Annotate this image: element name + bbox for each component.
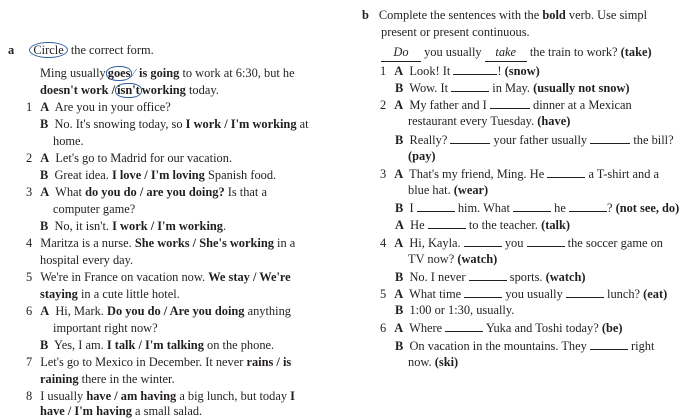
section-b-letter: b bbox=[362, 8, 369, 22]
answer-blank[interactable] bbox=[590, 131, 630, 144]
a-item-2-line1: 2 A Let's go to Madrid for our vacation. bbox=[26, 151, 233, 165]
b-item-3-line1: 3 A That's my friend, Ming. He a T-shirt and a bbox=[380, 167, 659, 181]
answer-blank[interactable] bbox=[590, 337, 628, 350]
answer-blank[interactable] bbox=[469, 268, 507, 281]
section-a-header bbox=[8, 42, 154, 59]
section-b-header-line1: b Complete the sentences with the bold verb. Use simpl bbox=[362, 8, 648, 22]
b-item-1-line2: B Wow. It in May. (usually not snow) bbox=[395, 81, 630, 95]
b-item-2-line1: 2 A My father and I dinner at a Mexican bbox=[380, 98, 632, 112]
answer-blank[interactable] bbox=[513, 199, 551, 212]
a-item-6-line2: important right now? bbox=[53, 321, 158, 335]
circle-instruction-word: Circle bbox=[29, 42, 67, 58]
answer-blank[interactable] bbox=[428, 216, 466, 229]
section-a-letter: a bbox=[8, 43, 15, 57]
example-answer-1: Do bbox=[381, 44, 421, 62]
b-item-2-line4: (pay) bbox=[408, 149, 436, 163]
a-item-2-line2: B Great idea. I love / I'm loving Spanish food. bbox=[40, 168, 277, 182]
b-item-5-line1: 5 A What time you usually lunch? (eat) bbox=[380, 287, 668, 301]
a-item-1-line3: home. bbox=[53, 134, 84, 148]
b-item-2-line3: B Really? your father usually the bill? bbox=[395, 133, 674, 147]
section-b-example: Do you usually take the train to work? (take) bbox=[381, 44, 652, 62]
a-item-6-line1: 6 A Hi, Mark. Do you do / Are you doing anything bbox=[26, 304, 291, 318]
answer-blank[interactable] bbox=[450, 131, 490, 144]
b-item-4-line2: TV now? (watch) bbox=[408, 252, 498, 266]
a-item-3-line1: 3 A What do you do / are you doing? Is that a bbox=[26, 185, 267, 199]
b-item-6-line2: B On vacation in the mountains. They right bbox=[395, 339, 655, 353]
answer-blank[interactable] bbox=[547, 165, 585, 178]
a-item-1-line1: 1 A Are you in your office? bbox=[26, 100, 171, 114]
answer-blank[interactable] bbox=[417, 199, 455, 212]
b-item-5-line2: B 1:00 or 1:30, usually. bbox=[395, 303, 515, 317]
a-item-8-line2: have / I'm having a small salad. bbox=[40, 404, 203, 418]
b-item-6-line3: now. (ski) bbox=[408, 355, 459, 369]
example-answer-2: take bbox=[485, 44, 527, 62]
section-b-header-line2: present or present continuous. bbox=[381, 25, 530, 39]
section-a-example-line1: Ming usually goes/ is going to work at 6:30, but he bbox=[40, 66, 295, 80]
b-item-6-line1: 6 A Where Yuka and Toshi today? (be) bbox=[380, 321, 623, 335]
answer-blank[interactable] bbox=[453, 62, 497, 75]
b-item-4-line1: 4 A Hi, Kayla. you the soccer game on bbox=[380, 236, 663, 250]
a-item-4-line2: hospital every day. bbox=[40, 253, 134, 267]
a-item-3-line3: B No, it isn't. I work / I'm working. bbox=[40, 219, 227, 233]
a-item-4-line1: 4 Maritza is a nurse. She works / She's working in a bbox=[26, 236, 296, 250]
section-a-example-line2: doesn't work / isn't working today. bbox=[40, 83, 219, 97]
b-item-3-line4: A He to the teacher. (talk) bbox=[395, 218, 571, 232]
answer-blank[interactable] bbox=[451, 79, 489, 92]
answer-blank[interactable] bbox=[566, 285, 604, 298]
a-item-5-line2: staying in a cute little hotel. bbox=[40, 287, 180, 301]
a-item-7-line2: raining there in the winter. bbox=[40, 372, 175, 386]
b-item-4-line3: B No. I never sports. (watch) bbox=[395, 270, 586, 284]
b-item-1-line1: 1 A Look! It ! (snow) bbox=[380, 64, 540, 78]
a-item-6-line3: B Yes, I am. I talk / I'm talking on the phone. bbox=[40, 338, 275, 352]
section-a-instruction: the correct form. bbox=[70, 43, 154, 57]
answer-blank[interactable] bbox=[527, 234, 565, 247]
b-item-2-line2: restaurant every Tuesday. (have) bbox=[408, 114, 571, 128]
answer-blank[interactable] bbox=[445, 319, 483, 332]
answer-blank[interactable] bbox=[464, 234, 502, 247]
answer-blank[interactable] bbox=[569, 199, 607, 212]
b-item-3-line2: blue hat. (wear) bbox=[408, 183, 489, 197]
a-item-3-line2: computer game? bbox=[53, 202, 136, 216]
example-circled-answer: goes bbox=[107, 66, 131, 80]
example-circled-answer-2: isn't bbox=[117, 83, 140, 97]
a-item-5-line1: 5 We're in France on vacation now. We stay / We're bbox=[26, 270, 291, 284]
a-item-1-line2: B No. It's snowing today, so I work / I'm working at bbox=[40, 117, 309, 131]
b-item-3-line3: B I him. What he ? (not see, do) bbox=[395, 201, 680, 215]
a-item-7-line1: 7 Let's go to Mexico in December. It never rains / is bbox=[26, 355, 292, 369]
a-item-8-line1: 8 I usually have / am having a big lunch, but today I bbox=[26, 389, 295, 403]
answer-blank[interactable] bbox=[464, 285, 502, 298]
answer-blank[interactable] bbox=[490, 96, 530, 109]
